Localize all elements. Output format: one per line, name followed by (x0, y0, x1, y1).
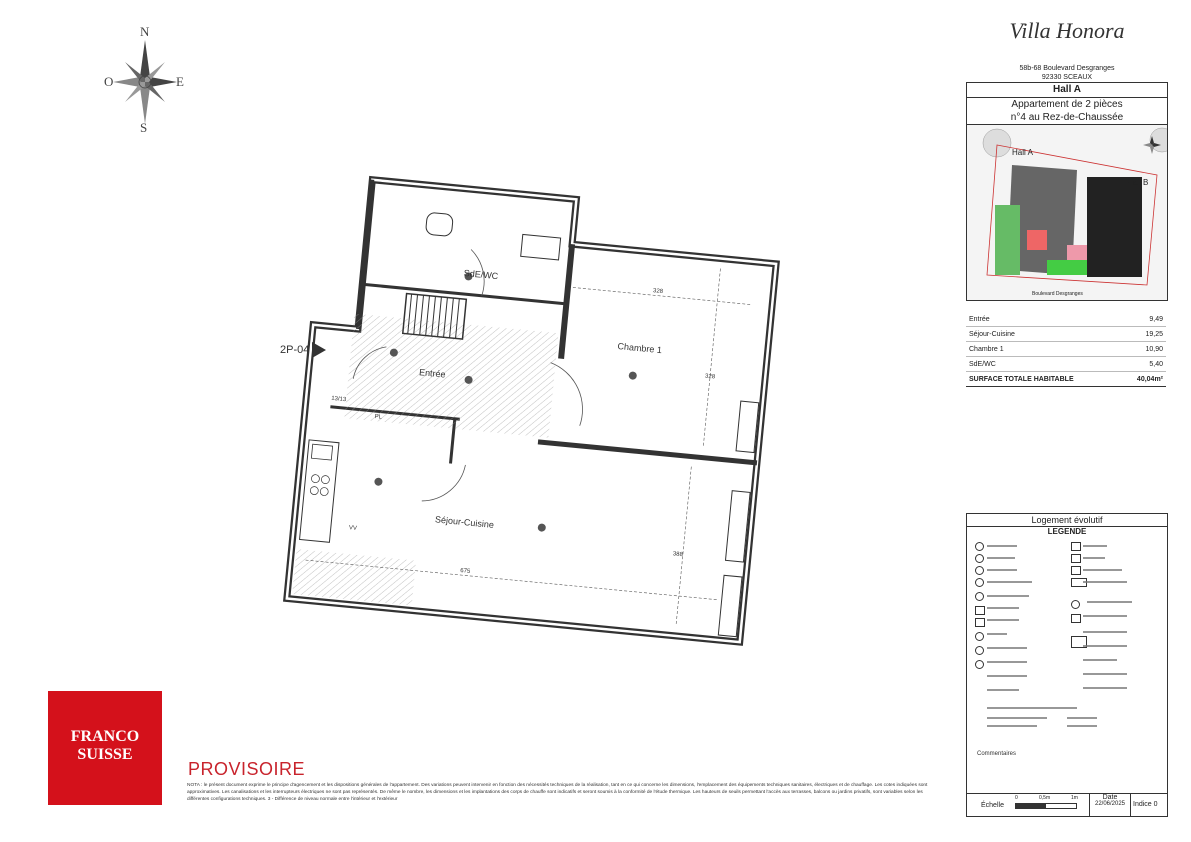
surface-row (966, 357, 1166, 372)
scale-label: Échelle (981, 802, 1004, 809)
compass-north: N (140, 24, 150, 39)
map-hall-a: Hall A (1012, 148, 1033, 157)
logo-line-2: SUISSE (77, 746, 133, 763)
legend-socket-icon (975, 592, 984, 601)
scale-bar (1015, 803, 1077, 809)
legend-switch-icon (975, 618, 985, 627)
legend-light-icon (975, 542, 984, 551)
site-map (967, 125, 1167, 300)
dim-sejour-width: 675 (459, 567, 471, 575)
date-cell (1089, 794, 1131, 816)
map-hall-b: Hall B (1127, 178, 1149, 187)
scale-row (967, 793, 1167, 816)
legend-socket-icon (975, 554, 984, 563)
compass-east: E (176, 74, 184, 89)
scale-tick: 0,5m (1039, 795, 1051, 801)
surface-label: SdE/WC (966, 357, 1121, 372)
scale-tick: 1m (1071, 795, 1078, 801)
apartment-title-line-2: n°4 au Rez-de-Chaussée (1010, 112, 1124, 123)
hall-label: Hall A (967, 83, 1167, 98)
legend-subtitle: LEGENDE (1047, 527, 1087, 536)
logo-line-1: FRANCO (70, 728, 140, 745)
date-value: 22/06/2025 (1094, 801, 1126, 807)
franco-suisse-logo (48, 691, 162, 805)
brand-name: Villa Honora (1009, 18, 1125, 43)
title-block (966, 12, 1168, 297)
legend-comments-label: Commentaires (977, 751, 1017, 757)
room-label-sde: SdE/WC (463, 267, 499, 282)
surface-table (966, 312, 1166, 387)
surface-label: Entrée (966, 312, 1121, 327)
compass-south: S (140, 120, 148, 135)
legend-panel (966, 513, 1168, 817)
surface-total-value: 40,04m² (1121, 372, 1166, 387)
legend-text-lines (987, 542, 1162, 737)
map-street: Boulevard Desgranges (1032, 291, 1083, 297)
address-line-1: 58b-68 Boulevard Desgranges (1019, 65, 1115, 72)
room-label-sejour: Séjour-Cuisine (434, 514, 495, 530)
box-label: 13/13 (330, 395, 347, 404)
dim-chambre-width: 328 (652, 288, 664, 296)
address (966, 64, 1168, 82)
surface-row (966, 327, 1166, 342)
room-label-placard: PL (374, 414, 383, 421)
legal-note: NOTA : le présent document exprime le principe d'agencement et les dispositions générales de l'appartement. Des variations peuvent intervenir en fonction des nécessités techniques de la réalisation, tant en ce qui concerne les dimensions, l'emplacement des équipements techniques sanitaires, électriques et de chauffage. Les cotes indiquées sont approximatives. Les canalisations et les interrupteurs électriques ne sont pas représentés. De même le nombre, les dimensions et les implantations des corps de chauffe sont indicatifs et seront soumis à la conformité de l'étude thermique. Les hauteurs de seuils permettant l'accès aux terrasses, balcons ou jardins privatifs, sont variables selon les différentes configurations techniques. 3 - Différence de niveau normale entre l'intérieur et l'extérieur (187, 783, 928, 802)
surface-total-row (966, 372, 1166, 387)
surface-value: 5,40 (1121, 357, 1166, 372)
legend-detector-icon (975, 632, 984, 641)
address-line-2: 92330 SCEAUX (1041, 74, 1093, 81)
compass-west: O (104, 74, 114, 89)
unit-tag: 2P-04 (280, 344, 310, 356)
entry-arrow-icon (312, 342, 326, 358)
apartment-title (967, 98, 1167, 125)
status-label: PROVISOIRE (188, 759, 306, 779)
index-label: Indice 0 (1133, 801, 1158, 808)
room-label-chambre: Chambre 1 (617, 341, 663, 356)
surface-row (966, 312, 1166, 327)
surface-label: Séjour-Cuisine (966, 327, 1121, 342)
surface-total-label: SURFACE TOTALE HABITABLE (966, 372, 1121, 387)
legend-switch-icon (975, 606, 985, 615)
legend-socket-icon (975, 578, 984, 587)
apartment-plan (287, 170, 781, 642)
scale-tick: 0 (1015, 795, 1018, 801)
apartment-info-box (966, 82, 1168, 301)
surface-value: 19,25 (1121, 327, 1166, 342)
dim-chambre-height: 328 (704, 373, 716, 381)
legend-socket-icon (975, 566, 984, 575)
surface-value: 9,49 (1121, 312, 1166, 327)
dim-sejour-height: 388 (672, 551, 684, 559)
legend-detector-icon (975, 646, 984, 655)
vmc-label: VV (348, 525, 358, 532)
surface-label: Chambre 1 (966, 342, 1121, 357)
legend-detector-icon (975, 660, 984, 669)
room-label-entree: Entrée (418, 367, 447, 380)
surface-row (966, 342, 1166, 357)
date-label: Date (1102, 794, 1118, 801)
apartment-title-line-1: Appartement de 2 pièces (1011, 99, 1123, 110)
surface-value: 10,90 (1121, 342, 1166, 357)
legend-title: Logement évolutif (967, 514, 1167, 527)
compass-rose (113, 40, 177, 124)
